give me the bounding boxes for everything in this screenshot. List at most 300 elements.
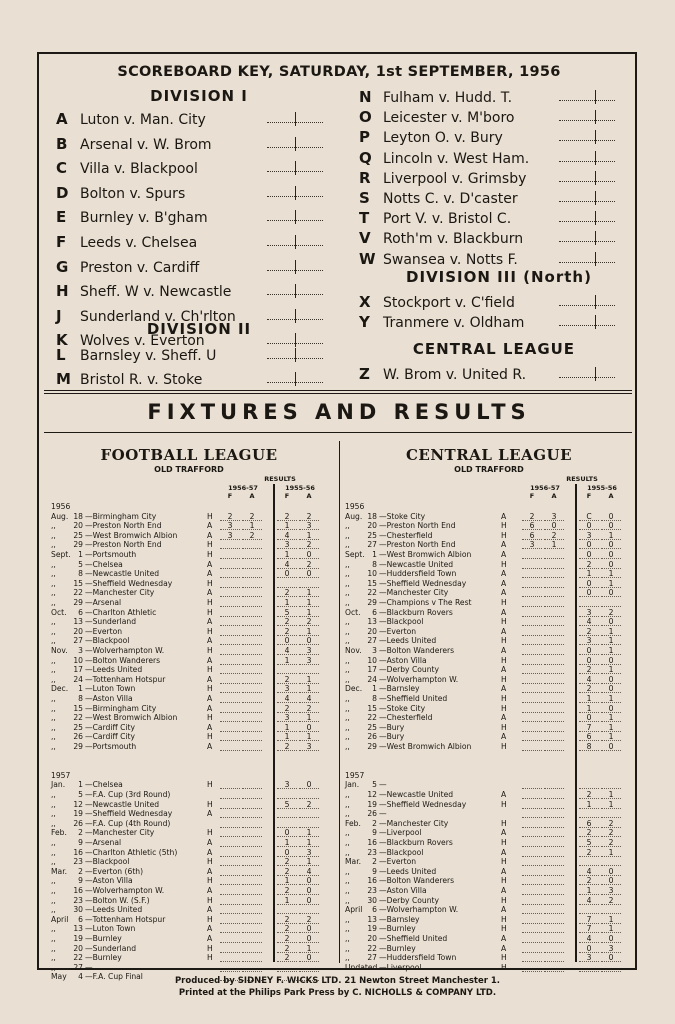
fixture-day: 12 <box>73 799 83 809</box>
fixture-day: 10 <box>73 655 83 665</box>
fixture-day: 16 <box>73 886 83 895</box>
fixture-month: ,, <box>51 578 56 588</box>
fixture-day: 6 <box>78 914 83 924</box>
fixture-venue: H <box>207 598 213 607</box>
fixture-score: 1 <box>608 790 614 799</box>
fixture-venue: H <box>207 550 213 559</box>
key-score-dots <box>559 377 615 378</box>
fixture-opponent: —Portsmouth <box>85 550 137 559</box>
fixture-day: 2 <box>78 828 83 838</box>
fixture-month: ,, <box>51 924 56 934</box>
fixture-row <box>345 684 615 694</box>
fixture-score: 0 <box>306 924 312 934</box>
fixture-score: 2 <box>586 790 592 799</box>
fixture-day: 25 <box>73 530 83 540</box>
fixture-month: May <box>51 972 67 982</box>
fixture-score: 0 <box>608 588 614 598</box>
fixture-day: 13 <box>367 914 377 924</box>
fixture-score: 0 <box>608 511 614 521</box>
key-letter: V <box>359 229 371 248</box>
key-score-divider <box>595 231 596 245</box>
fixture-opponent: —Bolton W. (S.F.) <box>85 895 150 905</box>
fixture-venue: H <box>207 876 213 886</box>
fixture-score: 4 <box>284 646 290 655</box>
fixture-month: Dec. <box>51 684 69 694</box>
fixture-score: 2 <box>586 876 592 886</box>
key-letter: Y <box>359 313 370 331</box>
fixture-row <box>345 540 615 550</box>
key-score-divider <box>295 186 296 200</box>
key-score-divider <box>295 309 296 323</box>
fixture-month: Sept. <box>345 550 365 559</box>
fixture-row <box>345 780 615 790</box>
key-row <box>359 188 518 208</box>
key-letter: S <box>359 189 370 207</box>
fixture-month: ,, <box>51 655 56 665</box>
fixture-opponent: —Blackpool <box>379 617 424 627</box>
fixture-venue: H <box>501 914 507 924</box>
fixture-month: ,, <box>345 703 350 713</box>
fixture-month: ,, <box>345 665 350 675</box>
fixture-opponent: —Newcastle United <box>85 569 160 579</box>
fixture-score: 0 <box>306 550 312 559</box>
key-row <box>359 107 514 127</box>
fixture-score: 6 <box>586 818 592 828</box>
fixture-venue: A <box>207 886 213 895</box>
fixture-opponent: —Luton Town <box>85 924 136 934</box>
fixture-day: 23 <box>73 895 83 905</box>
fixture-day: 16 <box>367 838 377 847</box>
fixture-score: 3 <box>284 780 290 790</box>
key-score-divider <box>595 130 596 144</box>
fixture-opponent: —Tottenham Hotspur <box>85 674 166 684</box>
fixture-row <box>345 800 615 810</box>
key-match: Bolton v. Spurs <box>80 185 186 202</box>
fixture-day: 20 <box>367 626 377 636</box>
fixture-venue: A <box>501 866 507 876</box>
fixture-opponent: —Stoke City <box>379 511 426 521</box>
key-match: Swansea v. Notts F. <box>383 251 518 268</box>
fixture-row <box>345 838 615 848</box>
fixture-opponent: —Birmingham City <box>85 511 157 521</box>
fixture-score: 2 <box>608 818 614 828</box>
key-match: Stockport v. C'field <box>383 295 515 311</box>
key-match: Preston v. Cardiff <box>80 259 200 276</box>
fixture-score: 1 <box>306 598 312 607</box>
fixture-row <box>345 752 615 762</box>
key-score-divider <box>295 260 296 274</box>
key-letter: J <box>56 306 62 325</box>
key-match: Leicester v. M'boro <box>383 110 515 127</box>
fixture-row <box>345 694 615 704</box>
key-score-divider <box>295 161 296 175</box>
fixture-score: 2 <box>586 559 592 569</box>
fixture-score: 4 <box>284 694 290 703</box>
fixture-month: ,, <box>51 905 56 915</box>
fixture-venue: H <box>207 540 213 550</box>
fixture-venue: H <box>207 953 213 963</box>
fixture-row <box>345 646 615 656</box>
central-f1: F <box>529 492 535 500</box>
fixture-month: ,, <box>51 857 56 867</box>
fixture-month: ,, <box>51 790 56 799</box>
key-row <box>56 345 216 365</box>
fixture-month: ,, <box>51 818 56 828</box>
fixture-venue: H <box>501 559 507 569</box>
fixture-day: 22 <box>367 588 377 598</box>
fixture-score: 2 <box>306 511 312 521</box>
separator-top-2 <box>44 393 632 394</box>
fixture-day: 22 <box>367 713 377 723</box>
fixture-opponent: —Sheffield Wednesday <box>85 578 173 588</box>
fixture-day: 19 <box>73 809 83 819</box>
fixture-month: ,, <box>345 626 350 636</box>
fixture-venue: H <box>207 914 213 924</box>
fixture-venue: A <box>207 905 213 915</box>
key-row <box>359 168 526 188</box>
fixture-month: ,, <box>345 636 350 646</box>
fixture-venue: A <box>207 559 213 569</box>
fixture-month: Mar. <box>345 857 362 867</box>
fixture-venue: H <box>207 857 213 867</box>
fixture-venue: H <box>207 684 213 694</box>
key-letter: L <box>56 346 66 364</box>
key-match: Port V. v. Bristol C. <box>383 211 512 228</box>
fixture-venue: H <box>207 780 213 790</box>
fixture-score: 7 <box>586 914 592 924</box>
fixture-row <box>345 723 615 733</box>
fixture-opponent: —Bury <box>379 722 405 732</box>
fixture-day: 9 <box>78 876 83 886</box>
fixture-opponent: —Preston North End <box>85 540 162 550</box>
fixture-day: 1 <box>78 550 83 559</box>
fixture-opponent: —Wolverhampton W. <box>379 674 459 684</box>
fixture-score: 2 <box>284 943 290 953</box>
fixture-month: ,, <box>51 962 56 972</box>
fixture-venue: A <box>207 866 213 876</box>
fixture-score: 1 <box>306 838 312 847</box>
football-ground: OLD TRAFFORD <box>154 465 224 474</box>
fixture-score: 1 <box>608 626 614 636</box>
fixture-month: ,, <box>51 742 56 751</box>
fixture-month: 1956 <box>345 502 365 511</box>
central-f2: F <box>586 492 592 500</box>
key-letter: O <box>359 108 372 127</box>
fixture-venue: H <box>501 521 507 531</box>
fixture-month: ,, <box>345 694 350 703</box>
key-score-divider <box>595 252 596 266</box>
fixture-row <box>345 512 615 522</box>
fixture-score: 0 <box>284 828 290 838</box>
fixture-month: ,, <box>51 521 56 531</box>
fixture-opponent: —Charlton Athletic (5th) <box>85 847 178 857</box>
football-a1: A <box>249 492 255 500</box>
key-letter: M <box>56 370 71 388</box>
fixture-score: 0 <box>608 550 614 559</box>
fixture-day: 8 <box>78 569 83 579</box>
key-row <box>56 183 185 203</box>
fixture-day: 29 <box>73 540 83 550</box>
fixture-opponent: —Bolton Wanderers <box>85 655 161 665</box>
fixture-month: ,, <box>345 866 350 876</box>
fixture-score: 1 <box>306 857 312 867</box>
fixture-month: ,, <box>345 895 350 905</box>
fixture-score: 0 <box>306 886 312 895</box>
fixture-month: ,, <box>345 799 350 809</box>
fixture-score: 0 <box>306 722 312 732</box>
fixture-score: 3 <box>306 655 312 665</box>
fixture-month: ,, <box>51 598 56 607</box>
key-row <box>359 228 523 248</box>
fixture-month: ,, <box>51 934 56 943</box>
score-leader <box>601 971 621 972</box>
fixture-venue: A <box>207 530 213 540</box>
fixture-score: 5 <box>586 838 592 847</box>
fixture-opponent: —Sheffield Wednesday <box>379 799 467 809</box>
fixture-month: ,, <box>345 953 350 963</box>
fixture-score: 5 <box>284 607 290 617</box>
fixture-opponent: —Chelsea <box>85 559 123 569</box>
fixture-day: 10 <box>367 655 377 665</box>
fixture-day: 15 <box>367 578 377 588</box>
fixture-venue: H <box>207 665 213 675</box>
key-row <box>359 292 515 312</box>
fixture-day: 27 <box>367 636 377 646</box>
fixture-score: 1 <box>608 713 614 723</box>
fixture-row <box>345 876 615 886</box>
fixture-day: 4 <box>78 972 83 982</box>
key-row <box>56 232 197 252</box>
fixture-month: Feb. <box>345 818 361 828</box>
fixture-score: 2 <box>284 617 290 627</box>
fixture-score: 2 <box>306 914 312 924</box>
fixture-score: 1 <box>551 540 557 550</box>
footer-produced-by: Produced by SIDNEY F. WICKS LTD. 21 Newton Street Manchester 1. <box>174 976 501 986</box>
fixture-day: 29 <box>367 598 377 607</box>
fixture-month: Undated <box>345 962 378 972</box>
fixture-opponent: —Burnley <box>85 934 122 943</box>
fixture-score: 2 <box>284 742 290 751</box>
fixture-opponent: —F.A. Cup (4th Round) <box>85 818 171 828</box>
fixture-score: 0 <box>608 866 614 876</box>
fixture-score: 0 <box>586 578 592 588</box>
fixture-venue: H <box>501 655 507 665</box>
fixture-month: Jan. <box>345 780 360 790</box>
key-letter: R <box>359 168 371 187</box>
fixture-opponent: —Newcastle United <box>85 799 160 809</box>
football-f2: F <box>284 492 290 500</box>
fixture-opponent: —Stoke City <box>379 703 426 713</box>
fixture-score: 3 <box>227 521 233 531</box>
central-season-2: 1955-56 <box>587 484 617 492</box>
fixture-opponent: —Manchester City <box>379 588 449 598</box>
key-score-dots <box>559 140 615 141</box>
fixture-row <box>345 809 615 819</box>
fixture-opponent: —Blackpool <box>379 847 424 857</box>
key-score-divider <box>595 315 596 329</box>
key-letter: F <box>56 233 67 251</box>
fixture-score: 0 <box>608 876 614 886</box>
fixture-opponent: —Blackpool <box>85 636 130 646</box>
key-match: Burnley v. B'gham <box>80 210 208 227</box>
fixture-score: 1 <box>586 694 592 703</box>
football-results-caption: RESULTS <box>264 475 296 483</box>
fixture-score: 1 <box>608 847 614 857</box>
fixture-row <box>345 617 615 627</box>
key-row <box>56 134 212 154</box>
fixture-month: ,, <box>345 674 350 684</box>
fixture-score: 3 <box>284 540 290 550</box>
key-row <box>359 127 503 147</box>
key-score-dots <box>559 100 615 101</box>
fixture-venue: H <box>501 617 507 627</box>
fixture-day: 24 <box>367 674 377 684</box>
key-match: Wolves v. Everton <box>80 333 205 350</box>
key-row <box>56 207 208 227</box>
key-match: Villa v. Blackpool <box>80 161 198 178</box>
fixture-opponent: —Sunderland <box>85 617 137 627</box>
fixture-month: ,, <box>345 876 350 886</box>
fixture-score: 1 <box>284 598 290 607</box>
fixture-score: 2 <box>306 703 312 713</box>
fixture-day: 8 <box>372 694 377 703</box>
key-score-divider <box>295 210 296 224</box>
fixture-day: 17 <box>367 665 377 675</box>
fixture-row <box>345 819 615 829</box>
fixture-venue: A <box>501 511 507 521</box>
fixture-month: ,, <box>345 617 350 627</box>
fixture-month: ,, <box>51 799 56 809</box>
fixture-score: 0 <box>608 684 614 694</box>
fixture-score: 0 <box>586 646 592 655</box>
fixture-score: 2 <box>284 674 290 684</box>
fixture-score: 2 <box>284 953 290 963</box>
fixture-opponent: —Wolverhampton W. <box>379 905 459 915</box>
fixture-row <box>345 636 615 646</box>
key-row <box>359 208 511 228</box>
fixture-opponent: —West Bromwich Albion <box>379 550 472 559</box>
fixture-score: 2 <box>284 866 290 876</box>
key-score-dots <box>559 241 615 242</box>
key-match: Sunderland v. Ch'rlton <box>80 308 236 325</box>
key-row <box>56 158 198 178</box>
fixture-month: ,, <box>345 886 350 895</box>
fixture-month: ,, <box>345 559 350 569</box>
fixture-opponent: —Burnley <box>379 924 416 934</box>
fixture-opponent: —Tottenham Hotspur <box>85 914 166 924</box>
fixture-row <box>51 502 321 512</box>
fixture-score: 3 <box>227 530 233 540</box>
fixture-month: Sept. <box>51 550 71 559</box>
fixture-venue: A <box>207 674 213 684</box>
central-league-key-heading: CENTRAL LEAGUE <box>412 340 576 358</box>
fixture-opponent: —Blackburn Rovers <box>379 607 453 617</box>
fixture-venue: A <box>207 655 213 665</box>
fixture-score: 0 <box>306 953 312 963</box>
fixture-day: 2 <box>78 866 83 876</box>
fixture-score: 1 <box>284 655 290 665</box>
fixture-day: 19 <box>367 799 377 809</box>
fixture-opponent: —Leeds United <box>379 636 437 646</box>
fixture-score: 1 <box>284 895 290 905</box>
score-leader <box>522 971 542 972</box>
fixture-venue: A <box>501 540 507 550</box>
fixture-opponent: —Derby County <box>379 895 440 905</box>
fixture-day: 18 <box>73 511 83 521</box>
fixture-opponent: —Bolton Wanderers <box>379 646 455 655</box>
fixture-day: 27 <box>73 636 83 646</box>
fixture-day: 3 <box>78 646 83 655</box>
fixture-opponent: —Preston North End <box>85 521 162 531</box>
fixture-row <box>345 704 615 714</box>
fixture-score: 1 <box>608 578 614 588</box>
football-league-heading: FOOTBALL LEAGUE <box>100 446 278 464</box>
fixture-venue: A <box>207 809 213 819</box>
fixture-score: 1 <box>306 530 312 540</box>
fixture-score: 0 <box>586 655 592 665</box>
fixture-month: ,, <box>345 809 350 819</box>
fixture-day: 29 <box>73 598 83 607</box>
fixture-score: 1 <box>306 684 312 694</box>
fixture-opponent: —Newcastle United <box>379 790 454 799</box>
fixture-month: Nov. <box>345 646 362 655</box>
fixture-row <box>345 828 615 838</box>
fixture-row <box>51 771 321 781</box>
fixture-venue: A <box>501 828 507 838</box>
fixture-venue: A <box>501 732 507 742</box>
fixture-row <box>345 857 615 867</box>
fixture-day: 1 <box>78 684 83 694</box>
fixture-score: 2 <box>284 924 290 934</box>
fixture-row <box>345 953 615 963</box>
fixture-score: 2 <box>284 914 290 924</box>
key-score-dots <box>559 305 615 306</box>
fixture-venue: A <box>501 569 507 579</box>
fixture-month: ,, <box>345 924 350 934</box>
fixture-row <box>345 656 615 666</box>
fixture-day: 3 <box>372 646 377 655</box>
fixture-venue: H <box>207 713 213 723</box>
fixture-row <box>51 761 321 771</box>
fixture-month: ,, <box>51 636 56 646</box>
fixture-score: 3 <box>551 511 557 521</box>
key-score-divider <box>595 191 596 205</box>
fixture-venue: H <box>501 924 507 934</box>
fixture-month: ,, <box>345 521 350 531</box>
fixture-score: 1 <box>586 569 592 579</box>
fixture-score: 2 <box>586 847 592 857</box>
fixture-month: ,, <box>51 732 56 742</box>
fixture-opponent: —Everton <box>85 626 123 636</box>
key-match: W. Brom v. United R. <box>383 367 527 383</box>
fixture-score: 2 <box>306 540 312 550</box>
footer-printed-by: Printed at the Philips Park Press by C. NICHOLLS & COMPANY LTD. <box>178 988 497 998</box>
fixture-month: ,, <box>51 809 56 819</box>
fixture-month: ,, <box>51 953 56 963</box>
key-score-dots <box>559 325 615 326</box>
fixture-score: 2 <box>608 607 614 617</box>
fixture-score: 1 <box>306 732 312 742</box>
division-1-heading: DIVISION I <box>150 87 248 105</box>
fixture-score: 1 <box>608 646 614 655</box>
fixture-score: 3 <box>306 646 312 655</box>
fixture-score: 7 <box>586 924 592 934</box>
key-match: Arsenal v. W. Brom <box>80 136 212 153</box>
fixture-venue: A <box>207 838 213 847</box>
fixture-score: 2 <box>249 511 255 521</box>
key-match: Fulham v. Hudd. T. <box>383 90 513 106</box>
fixture-venue: H <box>501 674 507 684</box>
